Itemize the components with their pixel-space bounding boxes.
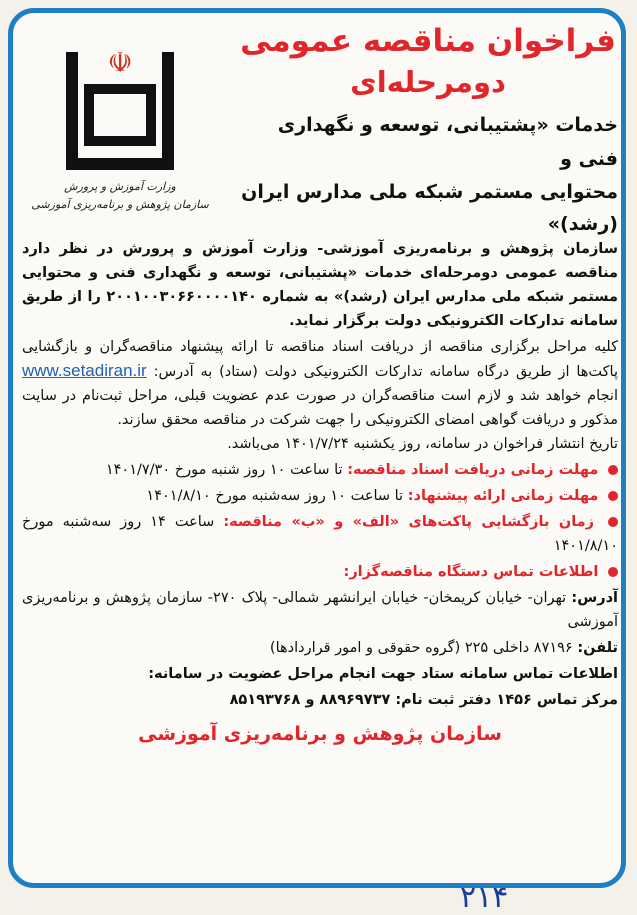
bullet-icon	[608, 491, 618, 501]
address-value: تهران- خیابان کریمخان- خیابان ایرانشهر شمالی- پلاک ۲۷۰- سازمان پژوهش و برنامه‌ریزی آموزشی	[22, 590, 618, 630]
subtitle-line-2: محتوایی مستمر شبکه ملی مدارس ایران (رشد)»	[241, 181, 618, 235]
intro-paragraph: سازمان پژوهش و برنامه‌ریزی آموزشی- وزارت آموزش و پرورش در نظر دارد مناقصه عمومی دومرحله‌ای خدمات «پشتیبانی، توسعه و نگهداری فنی و محتوایی مستمر شبکه ملی مدارس ایران (رشد)» به شماره ۲۰۰۱۰۰۳۰۶۶۰۰۰۰۱۴۰ را از طریق سامانه تدارکات الکترونیکی دولت برگزار نماید.	[22, 241, 618, 329]
setad-contact-numbers: مرکز تماس ۱۴۵۶ دفتر ثبت نام: ۸۸۹۶۹۷۳۷ و ۸۵۱۹۳۷۶۸	[229, 692, 618, 708]
bullet-icon	[608, 465, 618, 475]
ministry-logo	[30, 32, 210, 222]
process-text-1: کلیه مراحل برگزاری مناقصه از دریافت اسناد مناقصه تا ارائه پیشنهاد مناقصه‌گران و بازگشایی پاکت‌ها از طریق درگاه سامانه تدارکات الکترونیکی دولت (ستاد) به آدرس:	[22, 339, 618, 380]
contact-heading	[22, 560, 618, 584]
logo-emblem-icon: ☫	[66, 52, 174, 170]
opening-time-label: زمان بازگشایی پاکت‌های «الف» و «ب» مناقصه:	[223, 514, 595, 530]
process-text-2: انجام خواهد شد و لازم است مناقصه‌گران در صورت عدم عضویت قبلی، مراحل ثبت‌نام در سایت مذکور و دریافت گواهی امضای الکترونیکی را جهت شرکت در مناقصه محقق سازند.	[22, 388, 618, 428]
title-line-2: دومرحله‌ای	[350, 65, 506, 99]
tender-notice	[22, 14, 618, 746]
subtitle-line-1: خدمات «پشتیبانی، توسعه و نگهداری فنی و	[277, 114, 618, 170]
handwritten-number: ۲۱۴	[460, 880, 509, 915]
title-line-1: فراخوان مناقصه عمومی	[240, 23, 616, 59]
phone	[22, 636, 618, 660]
address-label: آدرس:	[571, 590, 618, 606]
address	[22, 586, 618, 634]
opening-time	[22, 510, 618, 558]
deadline-offer-value: تا ساعت ۱۰ روز سه‌شنبه مورخ ۱۴۰۱/۸/۱۰	[146, 488, 404, 504]
publish-date: تاریخ انتشار فراخوان در سامانه، روز یکشنبه ۱۴۰۱/۷/۲۴ می‌باشد.	[227, 436, 618, 452]
phone-value: ۸۷۱۹۶ داخلی ۲۲۵ (گروه حقوقی و امور قراردادها)	[269, 640, 573, 656]
deadline-offer	[22, 484, 618, 508]
process-paragraph	[22, 335, 618, 432]
logo-caption-ministry: وزارت آموزش و پرورش	[64, 180, 176, 193]
title-block	[238, 20, 618, 240]
deadline-documents-label: مهلت زمانی دریافت اسناد مناقصه:	[347, 462, 599, 478]
header	[22, 14, 618, 235]
deadline-documents	[22, 458, 618, 482]
bullet-icon	[608, 567, 618, 577]
notice-body	[22, 237, 618, 746]
setad-contact-heading: اطلاعات تماس سامانه ستاد جهت انجام مراحل عضویت در سامانه:	[148, 666, 618, 682]
bullet-icon	[608, 517, 618, 527]
deadline-documents-value: تا ساعت ۱۰ روز شنبه مورخ ۱۴۰۱/۷/۳۰	[105, 462, 343, 478]
opening-time-value: ساعت ۱۴ روز سه‌شنبه مورخ ۱۴۰۱/۸/۱۰	[22, 514, 618, 554]
setadiran-link[interactable]: www.setadiran.ir	[22, 361, 147, 380]
phone-label: تلفن:	[577, 640, 618, 656]
footer-org-name: سازمان پژوهش و برنامه‌ریزی آموزشی	[138, 723, 502, 745]
logo-caption-org: سازمان پژوهش و برنامه‌ریزی آموزشی	[31, 198, 209, 211]
deadline-offer-label: مهلت زمانی ارائه پیشنهاد:	[407, 488, 599, 504]
contact-heading-text: اطلاعات تماس دستگاه مناقصه‌گزار:	[343, 564, 599, 580]
